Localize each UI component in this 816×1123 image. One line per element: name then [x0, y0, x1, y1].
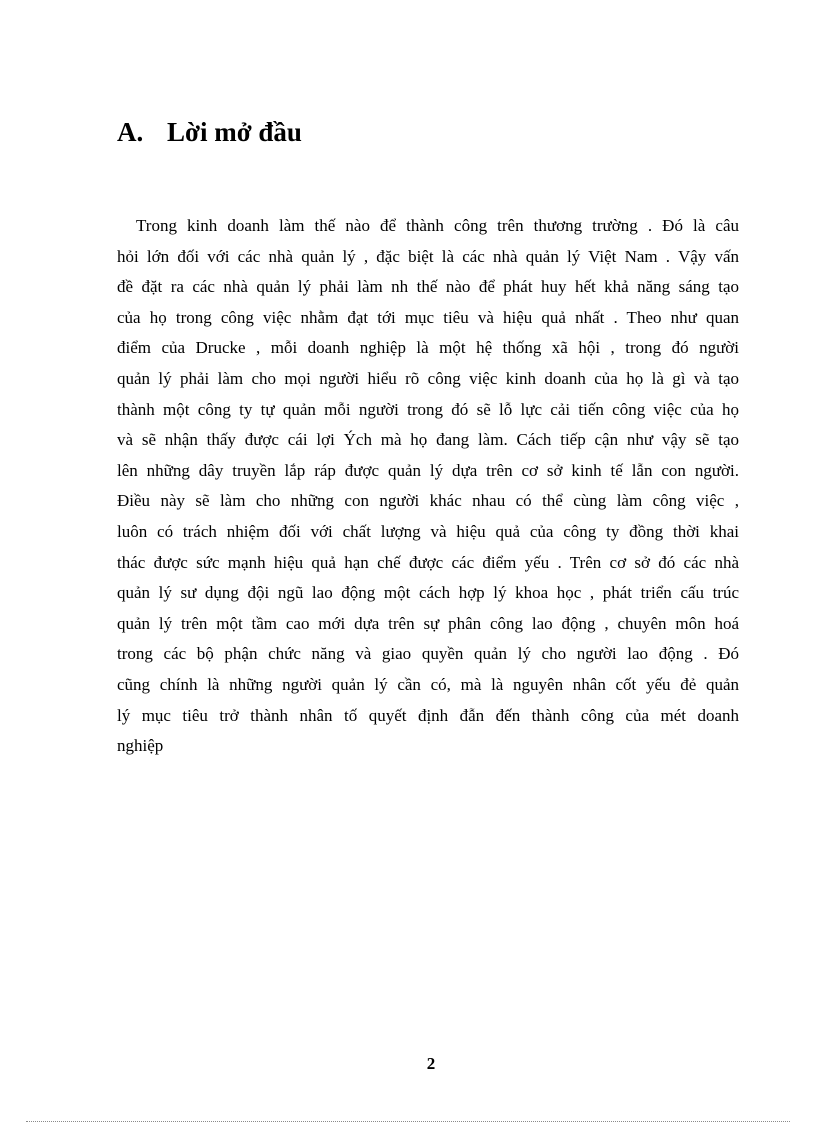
paragraph-line: Điều này sẽ làm cho những con người khác nhau có thể cùng làm công việc , — [117, 491, 739, 511]
page-number: 2 — [426, 1054, 436, 1073]
section-heading — [117, 112, 302, 152]
paragraph-line: quản lý phải làm cho mọi người hiểu rõ công việc kinh doanh của họ là gì và tạo — [117, 368, 739, 388]
paragraph-line: luôn có trách nhiệm đối với chất lượng và hiệu quả của công ty đồng thời khai — [117, 521, 739, 541]
section-title: Lời mở đầu — [167, 117, 302, 147]
paragraph-line: quản lý sư dụng đội ngũ lao động một cách hợp lý khoa học , phát triển cấu trúc — [117, 583, 739, 603]
body-paragraph — [117, 211, 739, 762]
paragraph-line: lên những dây truyền lắp ráp được quản lý dựa trên cơ sở kinh tế lẫn con người. — [117, 460, 739, 480]
paragraph-line: Trong kinh doanh làm thế nào để thành công trên thương trường . Đó là câu — [136, 216, 739, 235]
section-number: A. — [117, 117, 144, 147]
paragraph-line: quản lý trên một tầm cao mới dựa trên sự phân công lao động , chuyên môn hoá — [117, 613, 739, 633]
paragraph-line: và sẽ nhận thấy được cái lợi Ých mà họ đang làm. Cách tiếp cận như vậy sẽ tạo — [117, 430, 739, 450]
page-bottom-divider — [26, 1121, 790, 1122]
paragraph-line: của họ trong công việc nhằm đạt tới mục tiêu và hiệu quả nhất . Theo như quan — [117, 307, 739, 327]
paragraph-line: lý mục tiêu trở thành nhân tố quyết định đẫn đến thành công của mét doanh — [117, 705, 739, 725]
paragraph-line: đề đặt ra các nhà quản lý phải làm nh thế nào để phát huy hết khả năng sáng tạo — [117, 277, 739, 297]
paragraph-line: cũng chính là những người quản lý cần có, mà là nguyên nhân cốt yếu đẻ quản — [117, 674, 739, 694]
paragraph-line: thành một công ty tự quản mỗi người trong đó sẽ lỗ lực cải tiến công việc của họ — [117, 399, 739, 419]
paragraph-line: nghiệp — [117, 736, 164, 756]
paragraph-line: trong các bộ phận chức năng và giao quyền quản lý cho người lao động . Đó — [117, 644, 739, 664]
paragraph-line: hỏi lớn đối với các nhà quản lý , đặc biệt là các nhà quản lý Việt Nam . Vậy vấn — [117, 246, 739, 266]
paragraph-line: thác được sức mạnh hiệu quả hạn chế được các điểm yếu . Trên cơ sở đó các nhà — [117, 552, 739, 572]
paragraph-line: điểm của Drucke , mỗi doanh nghiệp là một hệ thống xã hội , trong đó người — [117, 338, 739, 358]
